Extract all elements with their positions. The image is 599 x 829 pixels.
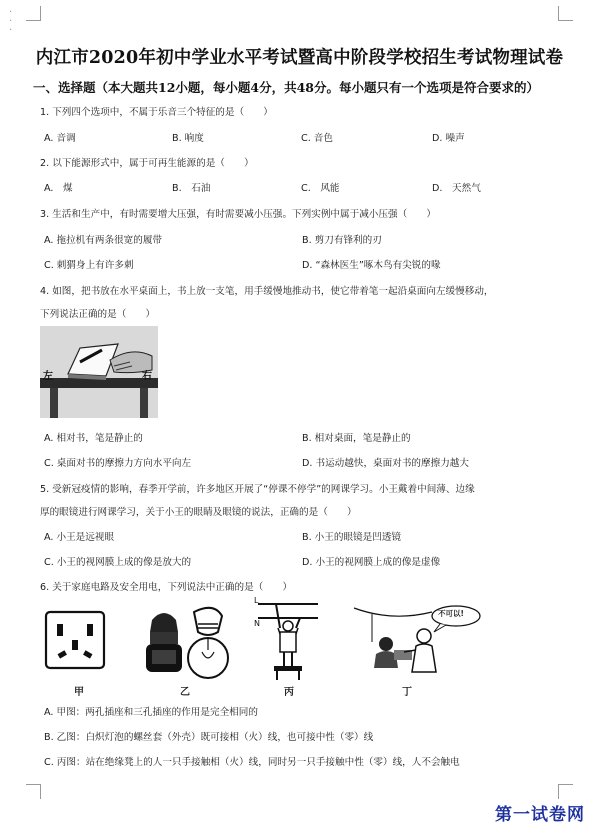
figure-ding-label: 丁 (402, 687, 412, 698)
question-2-stem: 2. 以下能源形式中，属于可再生能源的是（ ） (40, 158, 254, 169)
crop-mark-bottom-left (26, 784, 41, 799)
figure-yi-label: 乙 (180, 687, 190, 698)
question-1-stem: 1. 下列四个选项中，不属于乐音三个特征的是（ ） (40, 107, 273, 118)
site-watermark: 第一试卷网 (495, 805, 585, 825)
figure-left-label: 左 (43, 371, 53, 382)
question-5-stem: 5. 受新冠疫情的影响，春季开学前，许多地区开展了“停课不停学”的网课学习。小王戴着中间薄、边缘 (40, 484, 475, 495)
question-3-option-a: A. 拖拉机有两条很宽的履带 (44, 235, 163, 246)
question-1-option-c: C. 音色 (301, 133, 333, 144)
figure-right-label: 右 (142, 371, 152, 382)
question-2-option-b: B. 石油 (172, 183, 211, 194)
question-1-option-b: B. 响度 (172, 133, 204, 144)
figure-bing-label: 丙 (284, 687, 294, 698)
crop-mark-top-right (558, 6, 573, 21)
crop-mark-bottom-right (558, 784, 573, 799)
svg-text:L: L (254, 596, 259, 605)
question-4-option-d: D. 书运动越快，桌面对书的摩擦力越大 (302, 458, 469, 469)
question-3-option-b: B. 剪刀有锋利的刃 (302, 235, 382, 246)
question-4-option-c: C. 桌面对书的摩擦力方向水平向左 (44, 458, 192, 469)
question-6-option-c: C. 丙图：站在绝缘凳上的人一只手接触相（火）线，同时另一只手接触中性（零）线，人不会触电 (44, 757, 460, 768)
question-6-option-a: A. 甲图：两孔插座和三孔插座的作用是完全相同的 (44, 707, 258, 718)
bulb-socket-figure (138, 602, 238, 682)
book-pen-figure (40, 326, 158, 418)
question-4-stem: 4. 如图，把书放在水平桌面上，书上放一支笔，用手缓慢地推动书，使它带着笔一起沿桌面向左缓慢移动， (40, 286, 494, 297)
question-4-option-b: B. 相对桌面，笔是静止的 (302, 433, 411, 444)
question-6-option-b: B. 乙图：白炽灯泡的螺丝套（外壳）既可接相（火）线，也可接中性（零）线 (44, 732, 374, 743)
crop-mark-top-left (26, 6, 41, 21)
question-3-option-d: D. “森林医生”啄木鸟有尖锐的喙 (302, 260, 441, 271)
question-5-option-a: A. 小王是远视眼 (44, 532, 115, 543)
question-5-stem-cont: 厚的眼镜进行网课学习，关于小王的眼睛及眼镜的说法，正确的是（ ） (40, 507, 357, 518)
svg-text:N: N (254, 619, 260, 628)
question-5-option-b: B. 小王的眼镜是凹透镜 (302, 532, 402, 543)
question-2-option-a: A. 煤 (44, 183, 73, 194)
socket-figure (44, 610, 106, 670)
question-5-option-d: D. 小王的视网膜上成的像是虚像 (302, 557, 441, 568)
question-1-option-a: A. 音调 (44, 133, 76, 144)
question-2-option-c: C. 风能 (301, 183, 340, 194)
question-4-option-a: A. 相对书，笔是静止的 (44, 433, 143, 444)
question-3-option-c: C. 刺猬身上有许多刺 (44, 260, 134, 271)
binding-margin-dots: · · · (9, 7, 13, 36)
question-2-option-d: D. 天然气 (432, 183, 481, 194)
question-3-stem: 3. 生活和生产中，有时需要增大压强，有时需要减小压强。下列实例中属于减小压强（ ） (40, 209, 436, 220)
section-heading: 一、选择题（本大题共12小题，每小题4分，共48分。每小题只有一个选项是符合要求的） (33, 80, 539, 95)
warning-speech-bubble: 不可以! (438, 609, 464, 618)
exam-title: 内江市2020年初中学业水平考试暨高中阶段学校招生考试物理试卷 (35, 48, 564, 68)
stool-person-figure (252, 596, 322, 680)
figure-jia-label: 甲 (74, 687, 84, 698)
question-5-option-c: C. 小王的视网膜上成的像是放大的 (44, 557, 192, 568)
question-4-stem-cont: 下列说法正确的是（ ） (40, 309, 156, 320)
question-1-option-d: D. 噪声 (432, 133, 465, 144)
question-6-stem: 6. 关于家庭电路及安全用电，下列说法中正确的是（ ） (40, 582, 293, 593)
